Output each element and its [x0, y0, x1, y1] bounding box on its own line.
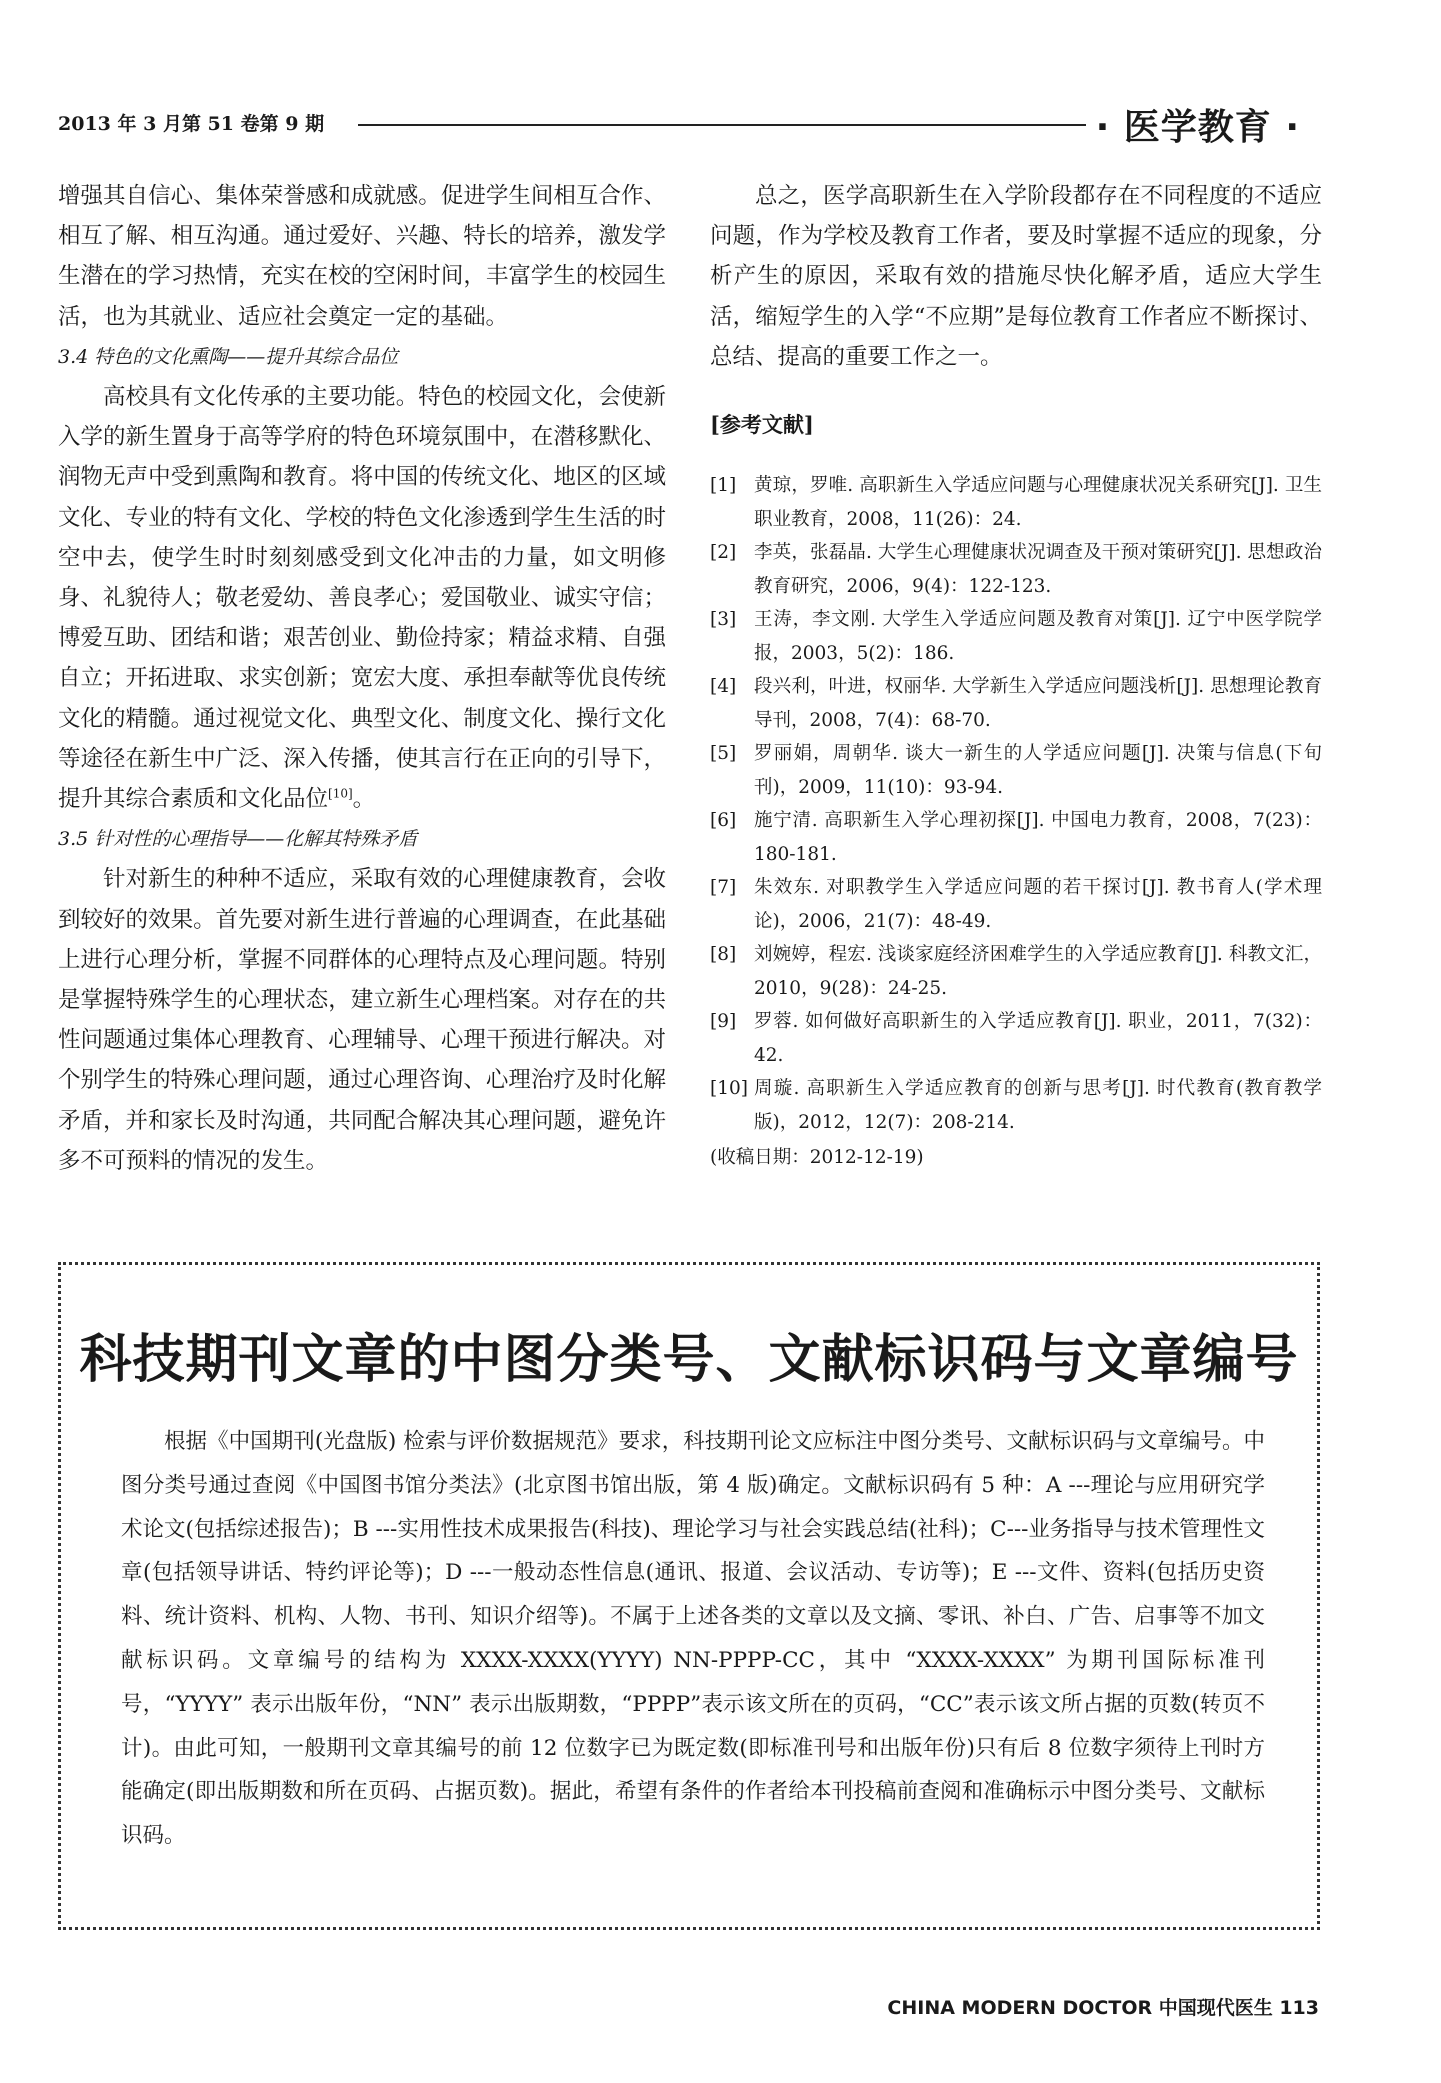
- header-rule: [358, 124, 1086, 126]
- reference-number: [8]: [710, 944, 737, 966]
- reference-text: 罗蓉. 如何做好高职新生的入学适应教育[J]. 职业，2011，7(32)：42.: [754, 1011, 1322, 1066]
- reference-number: [9]: [710, 1011, 737, 1033]
- reference-list: [710, 469, 1322, 1139]
- reference-item: [710, 536, 1322, 603]
- issue-info: 2013 年 3 月第 51 卷第 9 期: [58, 113, 325, 135]
- reference-number: [1]: [710, 475, 737, 497]
- reference-item: [710, 938, 1322, 1005]
- references-heading: [参考文献]: [710, 412, 814, 438]
- reference-text: 王涛，李文刚. 大学生入学适应问题及教育对策[J]. 辽宁中医学院学报，2003，5(2)：186.: [754, 609, 1322, 664]
- received-date: (收稿日期：2012-12-19): [710, 1147, 924, 1169]
- notice-box: [58, 1262, 1320, 1930]
- section-heading-3-5: 3.5 针对性的心理指导——化解其特殊矛盾: [58, 828, 418, 851]
- paragraph: [58, 377, 666, 819]
- reference-item: [710, 1005, 1322, 1072]
- reference-number: [4]: [710, 676, 737, 698]
- page-footer: CHINA MODERN DOCTOR 中国现代医生 113: [887, 1997, 1319, 2019]
- section-heading-3-4: 3.4 特色的文化熏陶——提升其综合品位: [58, 345, 399, 368]
- reference-item: [710, 603, 1322, 670]
- reference-text: 段兴利，叶进，权丽华. 大学新生入学适应问题浅析[J]. 思想理论教育导刊，2008，7(4)：68-70.: [754, 676, 1322, 731]
- reference-text: 施宁清. 高职新生入学心理初探[J]. 中国电力教育，2008，7(23)：180-181.: [754, 810, 1322, 865]
- paragraph: 针对新生的种种不适应，采取有效的心理健康教育，会收到较好的效果。首先要对新生进行普遍的心理调查，在此基础上进行心理分析，掌握不同群体的心理特点及心理问题。特别是掌握特殊学生的心理状态，建立新生心理档案。对存在的共性问题通过集体心理教育、心理辅导、心理干预进行解决。对个别学生的特殊心理问题，通过心理咨询、心理治疗及时化解矛盾，并和家长及时沟通，共同配合解决其心理问题，避免许多不可预料的情况的发生。: [58, 866, 666, 1174]
- reference-item: [710, 469, 1322, 536]
- reference-item: [710, 871, 1322, 938]
- right-column: [710, 176, 1322, 1175]
- reference-item: [710, 804, 1322, 871]
- reference-item: [710, 1072, 1322, 1139]
- citation-marker: [10]: [328, 786, 353, 801]
- reference-number: [7]: [710, 877, 737, 899]
- reference-text: 刘婉婷，程宏. 浅谈家庭经济困难学生的入学适应教育[J]. 科教文汇，2010，9(28)：24-25.: [754, 944, 1322, 999]
- page-header: [58, 103, 1320, 148]
- reference-text: 李英，张磊晶. 大学生心理健康状况调查及干预对策研究[J]. 思想政治教育研究，2006，9(4)：122-123.: [754, 542, 1322, 597]
- left-column: [58, 176, 666, 1181]
- paragraph-text: 高校具有文化传承的主要功能。特色的校园文化，会使新入学的新生置身于高等学府的特色环境氛围中，在潜移默化、润物无声中受到熏陶和教育。将中国的传统文化、地区的区域文化、专业的特有文化、学校的特色文化渗透到学生生活的时空中去，使学生时时刻刻感受到文化冲击的力量，如文明修身、礼貌待人；敬老爱幼、善良孝心；爱国敬业、诚实守信；博爱互助、团结和谐；艰苦创业、勤俭持家；精益求精、自强自立；开拓进取、求实创新；宽宏大度、承担奉献等优良传统文化的精髓。通过视觉文化、典型文化、制度文化、操行文化等途径在新生中广泛、深入传播，使其言行在正向的引导下，提升其综合素质和文化品位: [58, 384, 666, 813]
- reference-number: [3]: [710, 609, 737, 631]
- reference-number: [6]: [710, 810, 737, 832]
- reference-number: [5]: [710, 743, 737, 765]
- conclusion-paragraph: 总之，医学高职新生在入学阶段都存在不同程度的不适应问题，作为学校及教育工作者，要及时掌握不适应的现象，分析产生的原因，采取有效的措施尽快化解矛盾，适应大学生活，缩短学生的入学“不应期”是每位教育工作者应不断探讨、总结、提高的重要工作之一。: [710, 183, 1322, 370]
- reference-text: 周璇. 高职新生入学适应教育的创新与思考[J]. 时代教育(教育教学版)，2012，12(7)：208-214.: [754, 1078, 1322, 1133]
- reference-text: 黄琼，罗唯. 高职新生入学适应问题与心理健康状况关系研究[J]. 卫生职业教育，2008，11(26)：24.: [754, 475, 1322, 530]
- notice-body: 根据《中国期刊(光盘版) 检索与评价数据规范》要求，科技期刊论文应标注中图分类号、文献标识码与文章编号。中图分类号通过查阅《中国图书馆分类法》(北京图书馆出版，第 4 版)确定。文献标识码有 5 种：A ---理论与应用研究学术论文(包括综述报告)；B ---实用性技术成果报告(科技)、理论学习与社会实践总结(社科)；C---业务指导与技术管理性文章(包括领导讲话、特约评论等)；D ---一般动态性信息(通讯、报道、会议活动、专访等)；E ---文件、资料(包括历史资料、统计资料、机构、人物、书刊、知识介绍等)。不属于上述各类的文章以及文摘、零讯、补白、广告、启事等不加文献标识码。文章编号的结构为 XXXX-XXXX(YYYY) NN-PPPP-CC，其中 “XXXX-XXXX” 为期刊国际标准刊号，“YYYY” 表示出版年份，“NN” 表示出版期数，“PPPP”表示该文所在的页码，“CC”表示该文所占据的页数(转页不计)。由此可知，一般期刊文章其编号的前 12 位数字已为既定数(即标准刊号和出版年份)只有后 8 位数字须待上刊时方能确定(即出版期数和所在页码、占据页数)。据此，希望有条件的作者给本刊投稿前查阅和准确标示中图分类号、文献标识码。: [121, 1429, 1265, 1849]
- reference-number: [10]: [710, 1078, 748, 1100]
- paragraph-end: 。: [352, 786, 376, 813]
- notice-title: 科技期刊文章的中图分类号、文献标识码与文章编号: [79, 1330, 1299, 1390]
- reference-text: 罗丽娟，周朝华. 谈大一新生的人学适应问题[J]. 决策与信息(下旬刊)，2009，11(10)：93-94.: [754, 743, 1322, 798]
- reference-item: [710, 737, 1322, 804]
- reference-number: [2]: [710, 542, 737, 564]
- reference-item: [710, 670, 1322, 737]
- paragraph: 增强其自信心、集体荣誉感和成就感。促进学生间相互合作、相互了解、相互沟通。通过爱好、兴趣、特长的培养，激发学生潜在的学习热情，充实在校的空闲时间，丰富学生的校园生活，也为其就业、适应社会奠定一定的基础。: [58, 183, 666, 330]
- section-title: · 医学教育 ·: [1095, 107, 1300, 148]
- reference-text: 朱效东. 对职教学生入学适应问题的若干探讨[J]. 教书育人(学术理论)，2006，21(7)：48-49.: [754, 877, 1322, 932]
